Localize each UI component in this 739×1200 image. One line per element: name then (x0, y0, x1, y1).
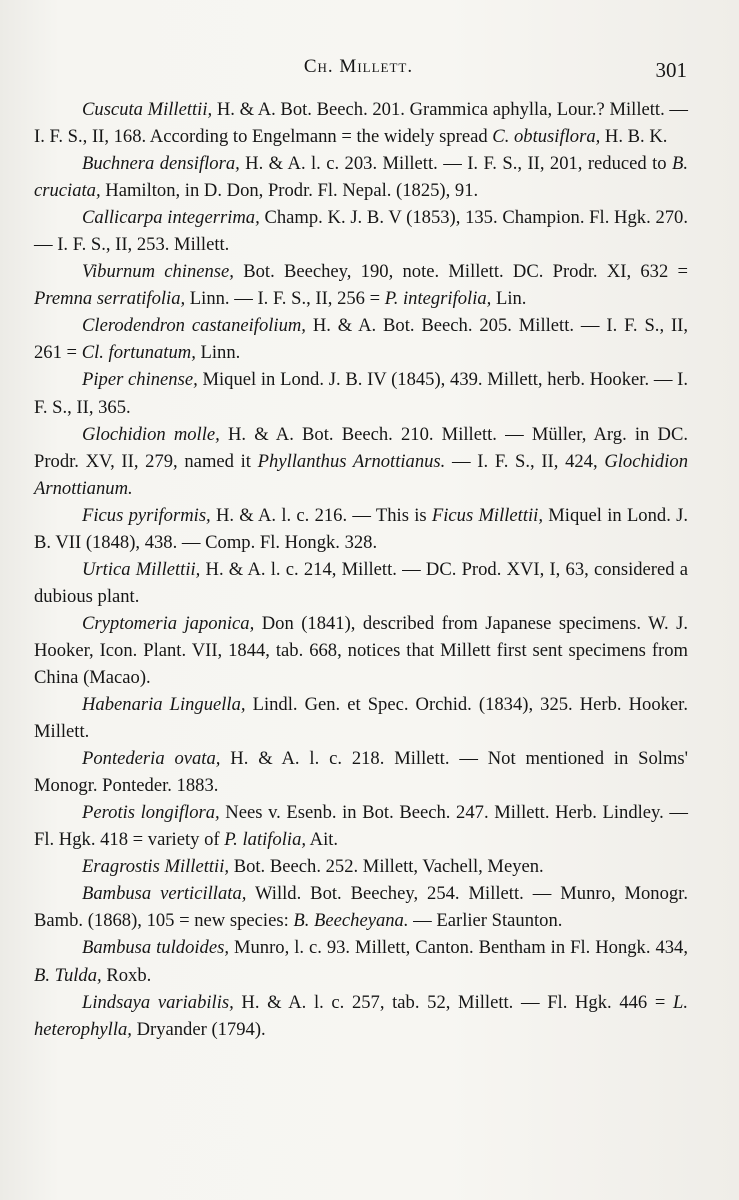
species-name: Phyllanthus Arnottianus. (257, 450, 446, 472)
entry-text: , 201, reduced to (539, 153, 672, 175)
species-name: Eragrostis Millettii, (82, 856, 230, 878)
species-entry (34, 853, 688, 880)
entry-text: II (527, 153, 540, 175)
entry-text: Lindl. Gen. et Spec. Orchid. (1834), 325. Herb. Hooker. Millett. (34, 694, 688, 743)
entry-text: II (91, 126, 105, 148)
species-name: B. cruciata, (34, 153, 688, 202)
species-name: Perotis longiflora, (82, 802, 220, 824)
body-text (34, 96, 688, 1043)
species-name: Lindsaya variabilis, (82, 991, 234, 1013)
entry-text: Willd. Bot. Beechey, 254. Millett. — Munro, Monogr. Bamb. (1868), 105 = new species: (34, 883, 688, 932)
species-entry (34, 934, 688, 988)
species-name: Buchnera densiflora, (82, 153, 240, 175)
species-name: Ficus Millettii, (431, 504, 543, 526)
entry-text: Linn. (195, 342, 241, 364)
species-name: P. latifolia, (224, 829, 307, 851)
entry-text: H. & A. l. c. 257, tab. 52, Millett. — Fl. Hgk. 446 = (233, 991, 673, 1013)
species-name: L. heterophylla, (34, 991, 688, 1040)
species-name: Cryptomeria japonica, (82, 612, 255, 634)
species-entry (34, 366, 688, 420)
species-entry (34, 258, 688, 312)
entry-text: — I. F. S., II, 424, (445, 450, 605, 472)
species-name: Piper chinense, (82, 369, 198, 391)
species-entry (34, 989, 688, 1043)
entry-text: H. & A. l. c. 214, Millett. — DC. Prod. XVI, I, 63, considered a dubious plant. (34, 558, 688, 607)
species-name: Glochidion Arnottianum. (34, 450, 688, 499)
species-entry (34, 421, 688, 502)
species-name: Ficus pyriformis, (82, 504, 211, 526)
entry-text: , 168. According to Engelmann = the widely spread (104, 126, 493, 148)
entry-text: — Earlier Staunton. (408, 910, 563, 932)
entry-text: Dryander (1794). (131, 1018, 266, 1040)
entry-text: Munro, l. c. 93. Millett, Canton. Bentham in Fl. Hongk. 434, (229, 937, 688, 959)
entry-text: Roxb. (101, 964, 152, 986)
species-name: Premna serratifolia, (34, 288, 186, 310)
species-name: C. obtusiflora, (492, 126, 601, 148)
species-entry (34, 312, 688, 366)
species-entry (34, 150, 688, 204)
species-name: B. Tulda, (34, 964, 102, 986)
species-name: Glochidion molle, (82, 423, 220, 445)
species-name: Pontederia ovata, (82, 748, 221, 770)
page-header (30, 56, 687, 86)
species-name: Urtica Millettii, (82, 558, 201, 580)
entry-text: H. B. K. (600, 126, 668, 148)
entry-text: H. & A. l. c. 218. Millett. — Not mentioned in Solms' Monogr. Ponteder. 1883. (34, 748, 688, 797)
species-name: Bambusa tuldoides, (82, 937, 229, 959)
entry-text: Champ. K. J. B. V (1853), 135. Champion. Fl. Hgk. 270. — I. F. S., II, 253. Millett. (34, 207, 688, 256)
species-entry (34, 204, 688, 258)
entry-text: Bot. Beech. 252. Millett, Vachell, Meyen. (229, 856, 544, 878)
entry-text: Don (1841), described from Japanese specimens. W. J. Hooker, Icon. Plant. VII, 1844, tab. 668, notices that Millett first sent specimens from China (Macao). (34, 612, 688, 688)
running-head: Ch. Millett. (303, 56, 414, 77)
species-entry (34, 745, 688, 799)
species-entry (34, 799, 688, 853)
species-entry (34, 691, 688, 745)
species-entry (34, 556, 688, 610)
species-name: Callicarpa integerrima, (82, 207, 260, 229)
species-name: P. integrifolia, (384, 288, 492, 310)
species-name: Cuscuta Millettii, (82, 99, 213, 120)
species-entry (34, 96, 688, 150)
entry-text: Miquel in Lond. J. B. VII (1848), 438. — Comp. Fl. Hongk. 328. (34, 504, 688, 553)
species-name: Cl. fortunatum, (81, 342, 196, 364)
entry-text: H. & A. Bot. Beech. 205. Millett. — I. F. S., II, 261 = (34, 315, 688, 364)
entry-text: Lin. (491, 288, 527, 310)
entry-text: Nees v. Esenb. in Bot. Beech. 247. Millett. Herb. Lindley. — Fl. Hgk. 418 = variety of (34, 802, 688, 851)
species-name: Clerodendron castaneifolium, (82, 315, 306, 337)
page-number: 301 (655, 58, 687, 82)
species-entry (34, 502, 688, 556)
entry-text: H. & A. Bot. Beech. 210. Millett. — Müller, Arg. in DC. Prodr. XV, II, 279, named it (34, 423, 688, 472)
entry-text: Ait. (306, 829, 339, 851)
entry-text: H. & A. l. c. 216. — This is (210, 504, 432, 526)
entry-text: Bot. Beechey, 190, note. Millett. DC. Prodr. XI, 632 = (233, 261, 688, 283)
entry-text: Linn. — I. F. S., II, 256 = (185, 288, 385, 310)
entry-text: Miquel in Lond. J. B. IV (1845), 439. Millett, herb. Hooker. — I. F. S., II, 365. (34, 369, 688, 418)
species-name: B. Beecheyana. (293, 910, 409, 932)
species-name: Viburnum chinense, (82, 261, 234, 283)
species-name: Habenaria Linguella, (82, 694, 246, 716)
entry-text: H. & A. Bot. Beech. 201. Grammica aphylla, Lour.? Millett. — I. F. S., (34, 99, 688, 148)
species-entry (34, 610, 688, 691)
entry-text: H. & A. l. c. 203. Millett. — I. F. S., (239, 153, 528, 175)
species-entry (34, 880, 688, 934)
species-name: Bambusa verticillata, (82, 883, 247, 905)
entry-text: Hamilton, in D. Don, Prodr. Fl. Nepal. (1825), 91. (100, 180, 479, 202)
